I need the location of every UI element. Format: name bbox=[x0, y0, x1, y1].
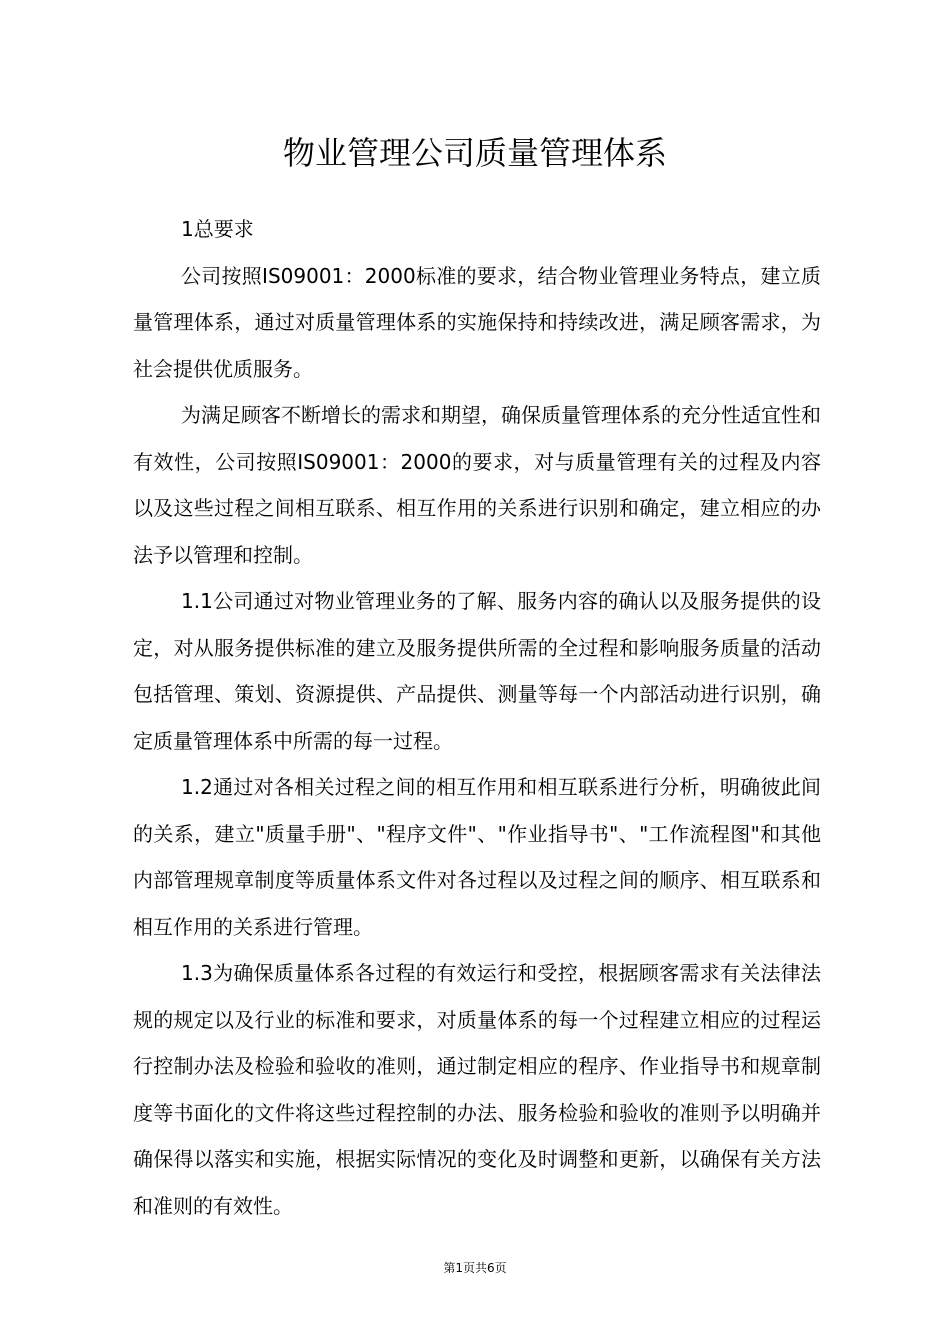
paragraph-customer-needs: 为满足顾客不断增长的需求和期望，确保质量管理体系的充分性适宜性和有效性，公司按照IS09001：2000的要求，对与质量管理有关的过程及内容以及这些过程之间相互联系、相互作用的关系进行识别和确定，建立相应的办法予以管理和控制。 bbox=[133, 403, 821, 567]
paragraph-1-3: 1.3为确保质量体系各过程的有效运行和受控，根据顾客需求有关法律法规的规定以及行业的标准和要求，对质量体系的每一个过程建立相应的过程运行控制办法及检验和验收的准则，通过制定相应的程序、作业指导书和规章制度等书面化的文件将这些过程控制的办法、服务检验和验收的准则予以明确并确保得以落实和实施，根据实际情况的变化及时调整和更新，以确保有关方法和准则的有效性。 bbox=[133, 961, 821, 1218]
page-number-footer: 第1页共6页 bbox=[443, 1261, 507, 1275]
paragraph-intro: 公司按照IS09001：2000标准的要求，结合物业管理业务特点，建立质量管理体系，通过对质量管理体系的实施保持和持续改进，满足顾客需求，为社会提供优质服务。 bbox=[133, 263, 821, 381]
paragraph-general-requirements-heading: 1总要求 bbox=[181, 217, 254, 241]
page-title: 物业管理公司质量管理体系 bbox=[282, 134, 667, 172]
paragraph-1-1: 1.1公司通过对物业管理业务的了解、服务内容的确认以及服务提供的设定，对从服务提供标准的建立及服务提供所需的全过程和影响服务质量的活动包括管理、策划、资源提供、产品提供、测量等每一个内部活动进行识别，确定质量管理体系中所需的每一过程。 bbox=[133, 589, 821, 753]
document-body bbox=[133, 206, 821, 1229]
paragraph-1-2: 1.2通过对各相关过程之间的相互作用和相互联系进行分析，明确彼此间的关系，建立"质量手册"、"程序文件"、"作业指导书"、"工作流程图"和其他内部管理规章制度等质量体系文件对各过程以及过程之间的顺序、相互联系和相互作用的关系进行管理。 bbox=[133, 775, 821, 939]
